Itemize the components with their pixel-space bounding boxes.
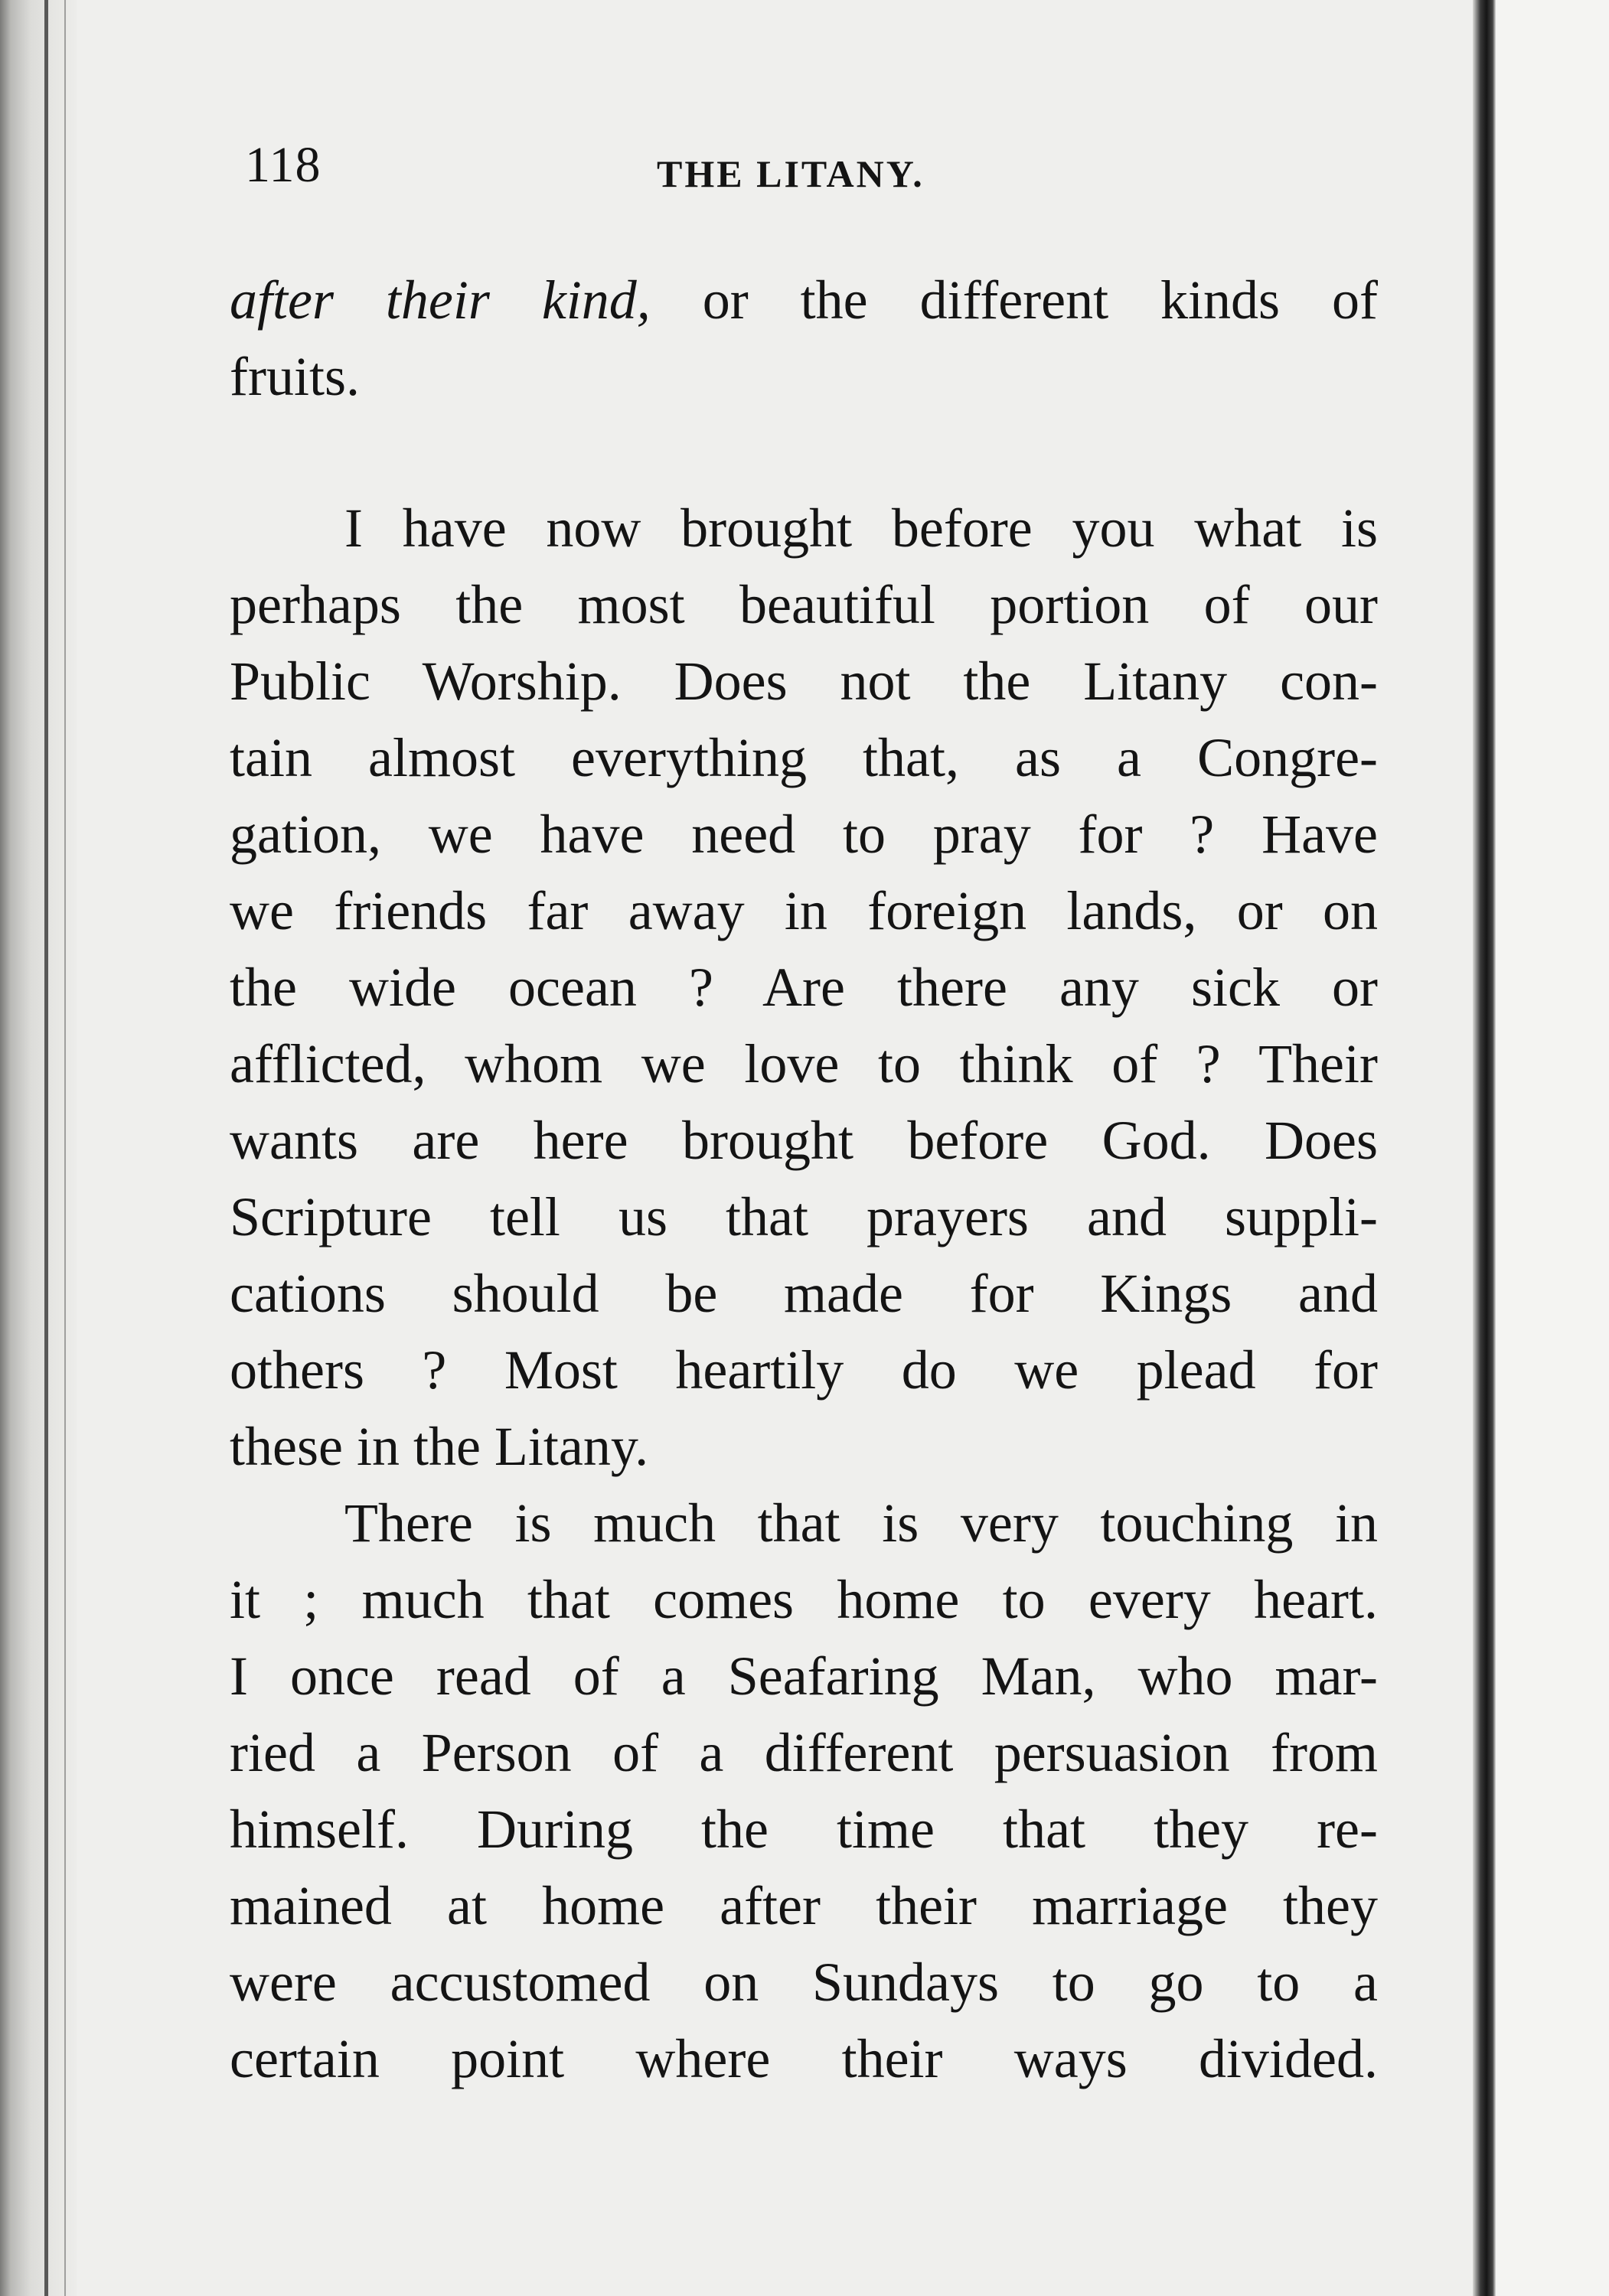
text-line: [230, 262, 1378, 338]
page-number: 118: [245, 137, 321, 193]
text-line: fruits.: [230, 346, 360, 407]
text-run: or the different kinds of: [650, 269, 1378, 331]
text-line: we friends far away in foreign lands, or on: [230, 880, 1378, 941]
text-line: himself. During the time that they re-: [230, 1799, 1378, 1860]
page-edge-right: [1473, 0, 1496, 2296]
binding-line: [64, 0, 66, 2296]
text-line: gation, we have need to pray for ? Have: [230, 804, 1378, 865]
text-line: I once read of a Seafaring Man, who mar-: [230, 1645, 1378, 1707]
scan-margin-right: [1496, 0, 1609, 2296]
running-head: THE LITANY.: [657, 152, 925, 195]
text-line: perhaps the most beautiful portion of our: [230, 574, 1378, 635]
text-line: tain almost everything that, as a Congre-: [230, 727, 1378, 788]
text-line: There is much that is very touching in: [344, 1492, 1378, 1554]
text-line: it ; much that comes home to every heart.: [230, 1569, 1378, 1630]
text-line: cations should be made for Kings and: [230, 1263, 1378, 1324]
text-line: ried a Person of a different persuasion from: [230, 1722, 1378, 1783]
text-line: I have now brought before you what is: [344, 497, 1378, 559]
text-line: these in the Litany.: [230, 1416, 649, 1477]
text-line: the wide ocean ? Are there any sick or: [230, 957, 1378, 1018]
text-line: mained at home after their marriage they: [230, 1875, 1378, 1936]
text-line: afflicted, whom we love to think of ? Their: [230, 1033, 1378, 1094]
text-line: wants are here brought before God. Does: [230, 1110, 1378, 1171]
paragraph-continued: [230, 262, 1378, 415]
italic-phrase: after their kind,: [230, 269, 651, 331]
text-line: Scripture tell us that prayers and suppli-: [230, 1186, 1378, 1247]
text-line: Public Worship. Does not the Litany con-: [230, 651, 1378, 712]
text-line: certain point where their ways divided.: [230, 2028, 1378, 2089]
binding-shadow: [44, 0, 48, 2296]
text-line: were accustomed on Sundays to go to a: [230, 1952, 1378, 2013]
text-line: others ? Most heartily do we plead for: [230, 1339, 1378, 1401]
paragraph-main: [230, 490, 1378, 2097]
